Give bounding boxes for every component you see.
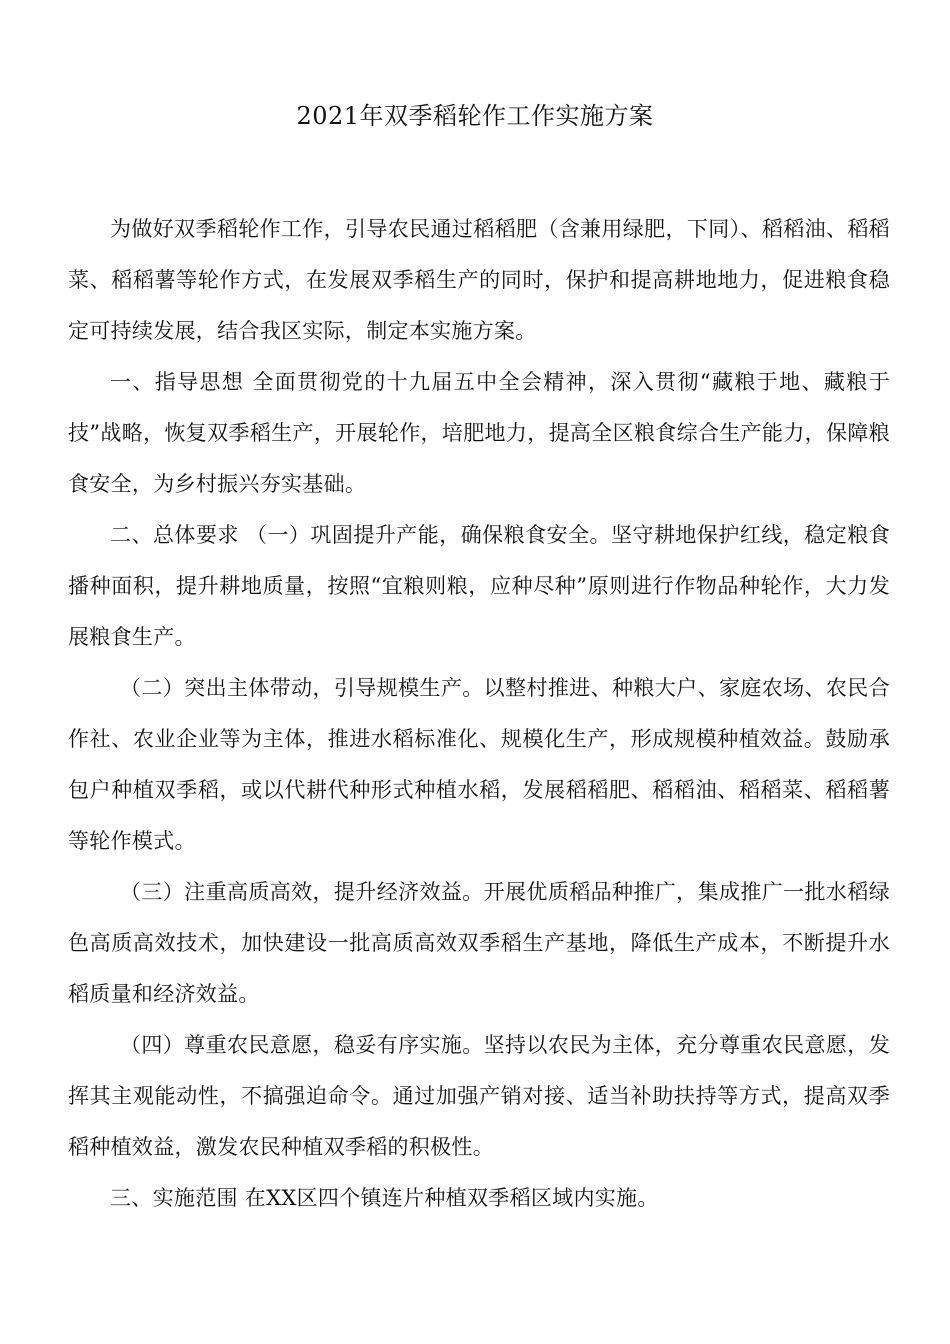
paragraph-requirement-3: （三）注重高质高效，提升经济效益。开展优质稻品种推广，集成推广一批水稻绿色高质高效技术，加快建设一批高质高效双季稻生产基地，降低生产成本，不断提升水稻质量和经济效益。 [68,880,890,1006]
paragraph-scope: 三、实施范围 在XX区四个镇连片种植双季稻区域内实施。 [110,1186,659,1210]
paragraph-intro: 为做好双季稻轮作工作，引导农民通过稻稻肥（含兼用绿肥，下同）、稻稻油、稻稻菜、稻稻薯等轮作方式，在发展双季稻生产的同时，保护和提高耕地地力，促进粮食稳定可持续发展，结合我区实际，制定本实施方案。 [68,217,890,343]
paragraph-general-requirements: 二、总体要求 （一）巩固提升产能，确保粮食安全。坚守耕地保护红线，稳定粮食播种面积，提升耕地质量，按照“宜粮则粮，应种尽种”原则进行作物品种轮作，大力发展粮食生产。 [68,523,890,649]
document-body [68,204,890,1224]
paragraph-requirement-4: （四）尊重农民意愿，稳妥有序实施。坚持以农民为主体，充分尊重农民意愿，发挥其主观能动性，不搞强迫命令。通过加强产销对接、适当补助扶持等方式，提高双季稻种植效益，激发农民种植双季稻的积极性。 [68,1033,890,1159]
document-title: 2021年双季稻轮作工作实施方案 [296,102,654,130]
paragraph-requirement-2: （二）突出主体带动，引导规模生产。以整村推进、种粮大户、家庭农场、农民合作社、农业企业等为主体，推进水稻标准化、规模化生产，形成规模种植效益。鼓励承包户种植双季稻，或以代耕代种形式种植水稻，发展稻稻肥、稻稻油、稻稻菜、稻稻薯等轮作模式。 [68,676,890,853]
paragraph-guiding-ideology: 一、指导思想 全面贯彻党的十九届五中全会精神，深入贯彻“藏粮于地、藏粮于技”战略，恢复双季稻生产，开展轮作，培肥地力，提高全区粮食综合生产能力，保障粮食安全，为乡村振兴夯实基础。 [68,370,890,496]
